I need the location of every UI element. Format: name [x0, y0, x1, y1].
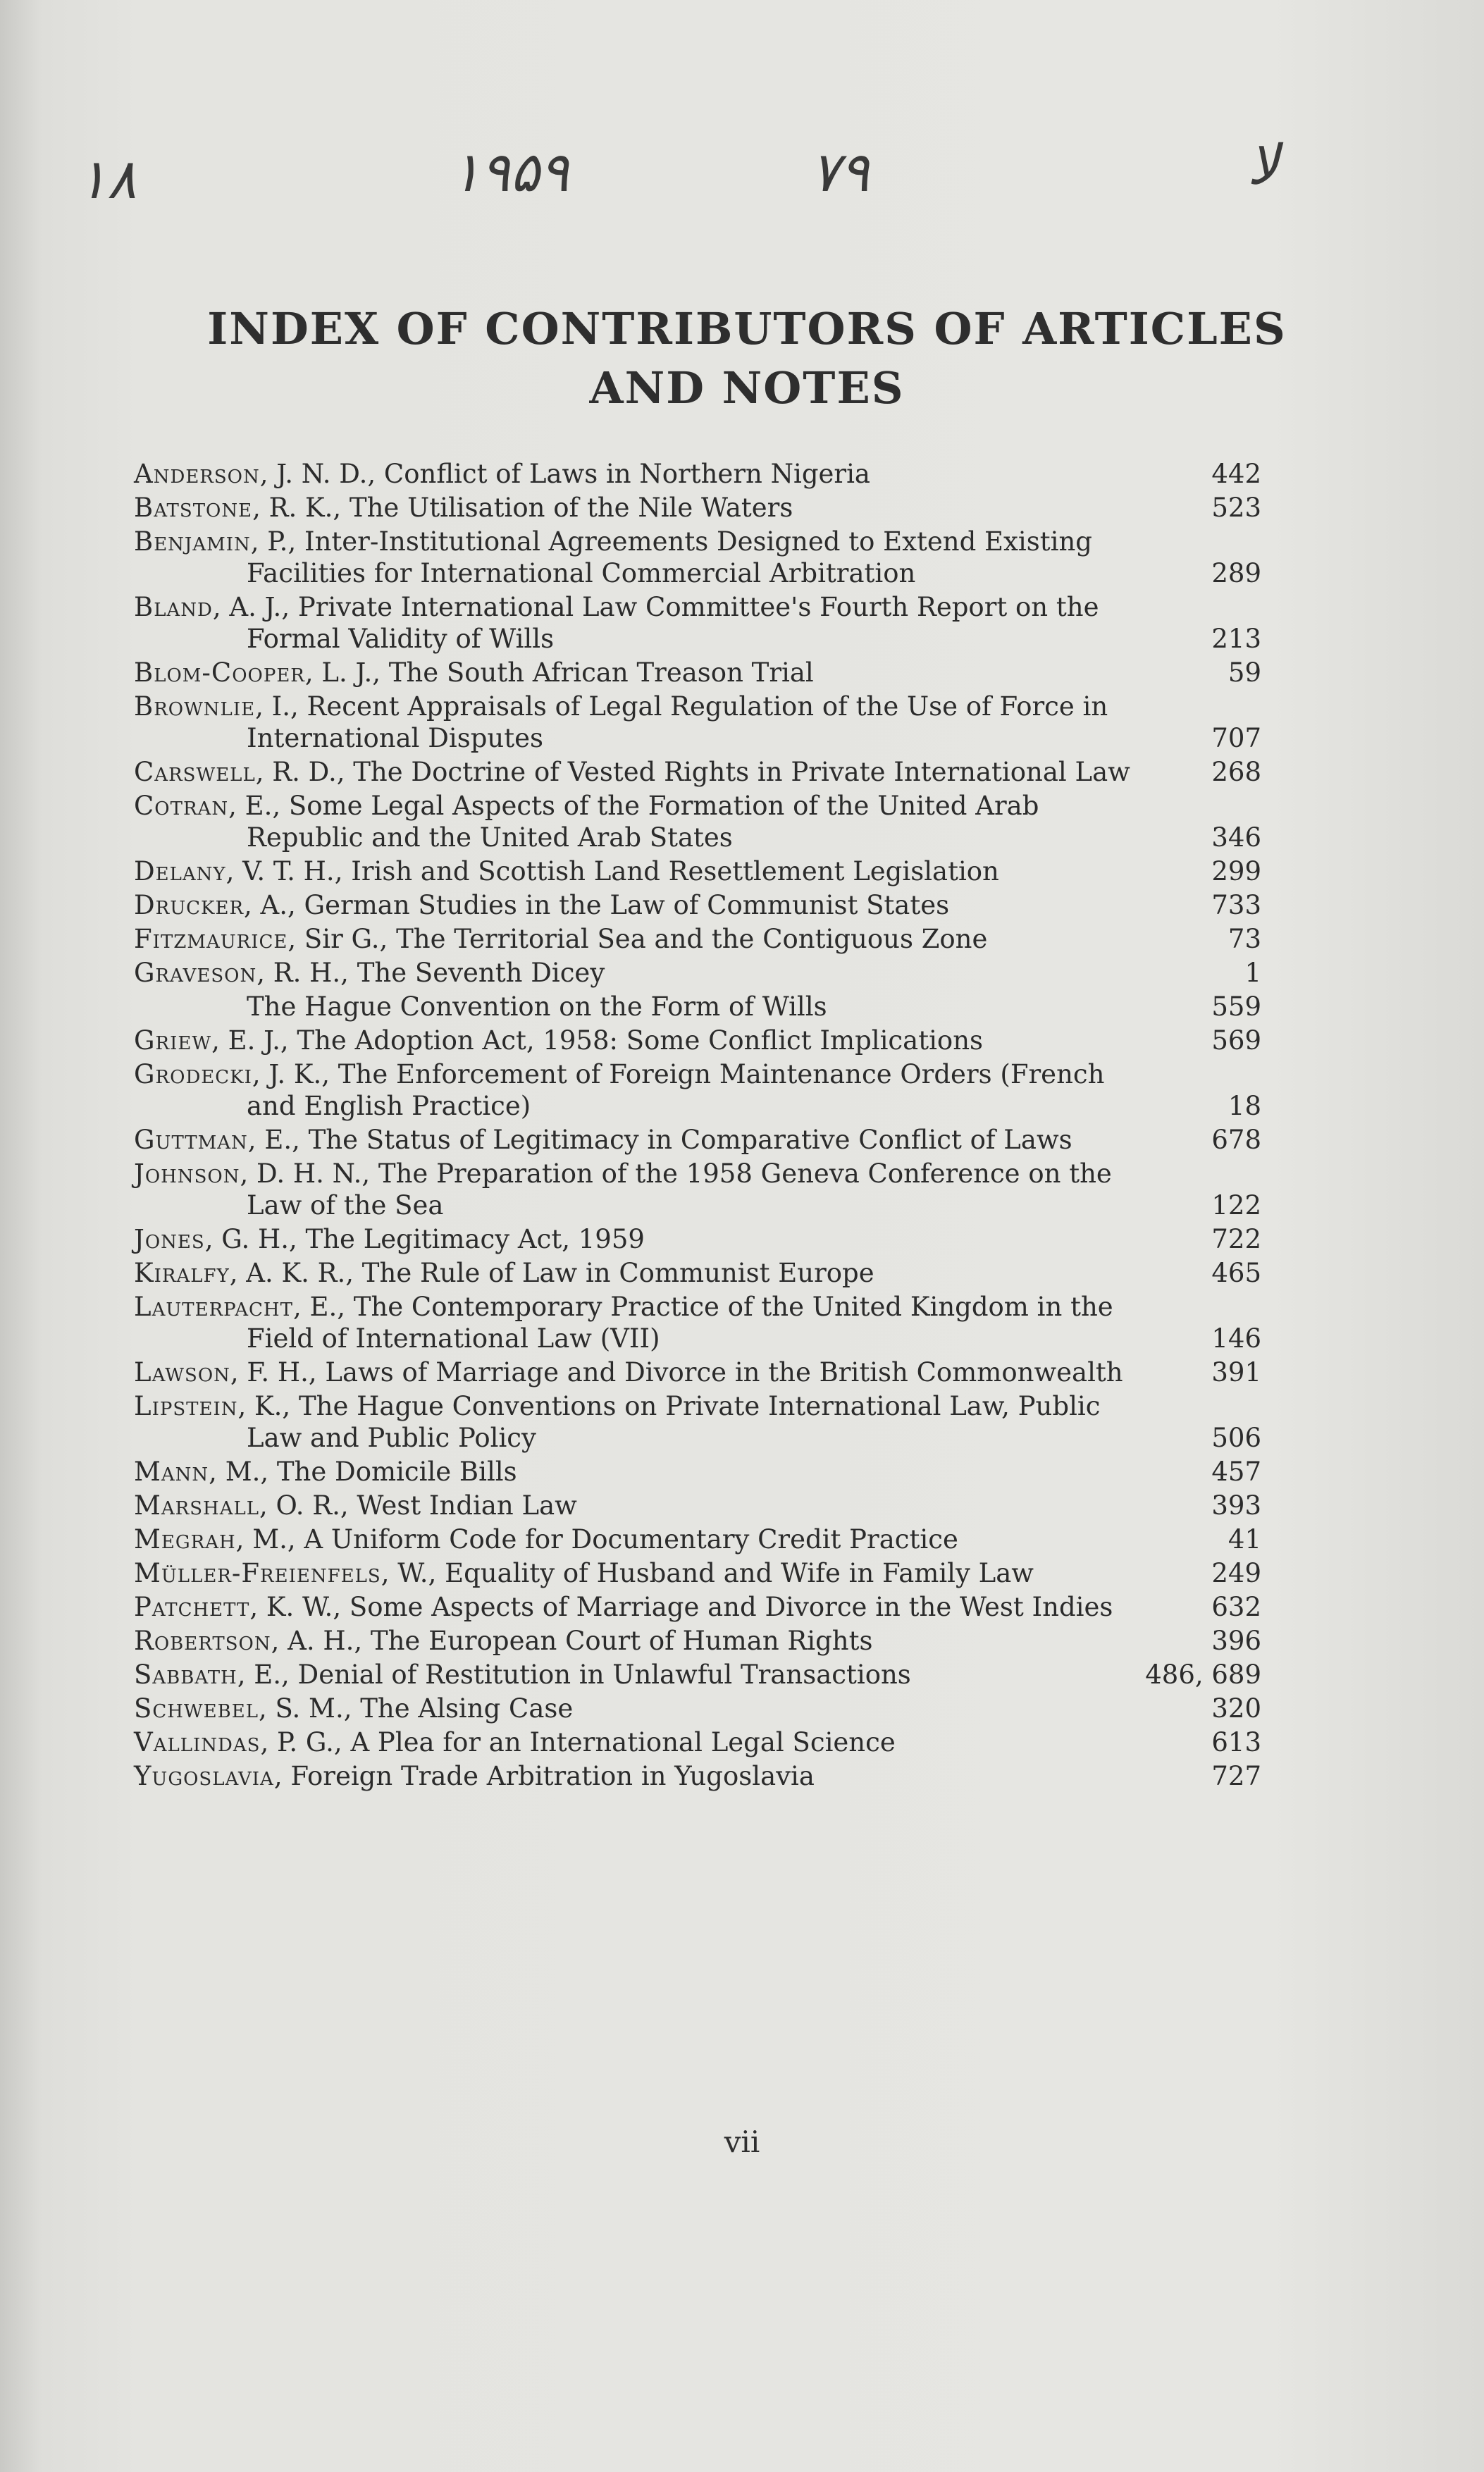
article-title: , F. H., Laws of Marriage and Divorce in the British Commonwealth — [230, 1357, 1123, 1388]
contributor-name: Fitzmaurice — [134, 924, 288, 954]
index-entry — [134, 991, 1261, 1022]
entry-text — [134, 1557, 1261, 1589]
contributor-name: Batstone — [134, 493, 253, 523]
contributor-name: Graveson — [134, 958, 257, 988]
entry-text — [134, 657, 1261, 688]
handwritten-mark: ۷۹ — [810, 141, 870, 204]
article-title: , J. N. D., Conflict of Laws in Northern Nigeria — [259, 459, 870, 489]
page-reference: 346 — [1211, 822, 1261, 853]
index-entry — [134, 1591, 1261, 1623]
page-reference: 249 — [1211, 1558, 1261, 1588]
entry-text — [134, 526, 1261, 589]
entry-text — [134, 1356, 1261, 1388]
entry-text — [134, 1693, 1261, 1724]
contributor-name: Brownlie — [134, 691, 256, 722]
article-title: , M., A Uniform Code for Documentary Credit Practice — [235, 1524, 958, 1555]
entry-text — [134, 1659, 1261, 1691]
index-entry — [134, 1490, 1261, 1521]
index-entry — [134, 1124, 1261, 1156]
page-reference: 722 — [1211, 1224, 1261, 1254]
page-reference: 146 — [1211, 1323, 1261, 1354]
index-entry — [134, 1058, 1261, 1122]
contributor-name: Carswell — [134, 757, 256, 787]
handwritten-mark: ۱۹۵۹ — [451, 141, 569, 204]
page-reference: 391 — [1211, 1357, 1261, 1388]
index-entry — [134, 1456, 1261, 1488]
index-entry — [134, 1726, 1261, 1758]
page-reference: 569 — [1211, 1025, 1261, 1056]
article-title: The Hague Convention on the Form of Wills — [247, 991, 827, 1022]
page-reference: 678 — [1211, 1125, 1261, 1155]
contributor-name: Müller-Freienfels — [134, 1558, 381, 1588]
contributor-name: Megrah — [134, 1524, 236, 1555]
entry-text — [134, 790, 1261, 853]
title-line: AND NOTES — [589, 362, 905, 414]
entry-text — [134, 957, 1261, 989]
article-title: , A., German Studies in the Law of Communist States — [244, 890, 950, 920]
entry-text — [134, 1760, 1261, 1792]
page-title — [113, 299, 1381, 418]
handwritten-mark: ۱۸ — [78, 148, 137, 211]
index-entry — [134, 691, 1261, 754]
index-entry — [134, 1390, 1261, 1454]
entry-text — [134, 1726, 1261, 1758]
index-entry — [134, 790, 1261, 853]
index-entry — [134, 657, 1261, 688]
contributor-name: Patchett — [134, 1592, 250, 1622]
article-title: , A. K. R., The Rule of Law in Communist Europe — [229, 1258, 874, 1288]
article-title: , E., Denial of Restitution in Unlawful Transactions — [237, 1660, 911, 1690]
index-entry — [134, 526, 1261, 589]
entry-text — [134, 458, 1261, 490]
entry-text — [134, 1058, 1261, 1122]
contributor-name: Guttman — [134, 1125, 248, 1155]
entry-text — [134, 1257, 1261, 1289]
entry-text — [134, 1524, 1261, 1555]
contributor-name: Marshall — [134, 1490, 260, 1521]
title-line: INDEX OF CONTRIBUTORS OF ARTICLES — [207, 303, 1287, 354]
entry-text — [134, 1025, 1261, 1056]
index-entry — [134, 1025, 1261, 1056]
contributor-name: Mann — [134, 1457, 209, 1487]
page-reference: 613 — [1211, 1727, 1261, 1757]
page-reference: 59 — [1228, 657, 1261, 688]
article-title: , E., Some Legal Aspects of the Formation of the United Arab Republic and the United Arab States — [228, 791, 1039, 853]
contributor-name: Grodecki — [134, 1059, 252, 1089]
index-entry — [134, 889, 1261, 921]
index-entry — [134, 1659, 1261, 1691]
contributor-name: Robertson — [134, 1626, 271, 1656]
contributor-name: Lauterpacht — [134, 1292, 293, 1322]
contributor-name: Kiralfy — [134, 1258, 230, 1288]
entry-text — [134, 1158, 1261, 1221]
article-title: , S. M., The Alsing Case — [258, 1693, 574, 1724]
page-reference: 465 — [1211, 1258, 1261, 1288]
contributor-name: Benjamin — [134, 526, 251, 557]
page-reference: 289 — [1211, 558, 1261, 588]
page-reference: 393 — [1211, 1490, 1261, 1521]
page-reference: 299 — [1211, 856, 1261, 886]
article-title: , E., The Contemporary Practice of the United Kingdom in the Field of International Law (VII) — [247, 1292, 1113, 1354]
entry-text — [134, 1291, 1261, 1354]
article-title: , I., Recent Appraisals of Legal Regulation of the Use of Force in International Disputes — [247, 691, 1108, 753]
page-reference: 457 — [1211, 1457, 1261, 1487]
contributor-name: Drucker — [134, 890, 245, 920]
page-reference: 486, 689 — [1145, 1660, 1261, 1690]
entry-text — [134, 591, 1261, 655]
entry-text — [134, 1124, 1261, 1156]
index-entry — [134, 1524, 1261, 1555]
page-reference: 18 — [1228, 1091, 1261, 1121]
page-reference: 122 — [1211, 1190, 1261, 1220]
page-number: vii — [724, 2125, 760, 2159]
handwritten-mark: لا — [1247, 134, 1279, 197]
entry-text — [134, 991, 1261, 1022]
entry-text — [134, 1625, 1261, 1657]
contributor-name: Johnson — [134, 1158, 240, 1189]
article-title: , E., The Status of Legitimacy in Comparative Conflict of Laws — [247, 1125, 1072, 1155]
entry-text — [134, 1591, 1261, 1623]
index-entry — [134, 1693, 1261, 1724]
handwritten-annotations — [0, 127, 1484, 240]
page-reference: 320 — [1211, 1693, 1261, 1724]
entry-text — [134, 855, 1261, 887]
entry-text — [134, 1456, 1261, 1488]
contributor-name: Anderson — [134, 459, 260, 489]
contributors-index — [134, 458, 1261, 1794]
index-entry — [134, 591, 1261, 655]
article-title: , R. K., The Utilisation of the Nile Waters — [252, 493, 793, 523]
entry-text — [134, 923, 1261, 955]
page-reference: 73 — [1228, 924, 1261, 954]
contributor-name: Delany — [134, 856, 226, 886]
article-title: , O. R., West Indian Law — [259, 1490, 577, 1521]
contributor-name: Jones — [134, 1224, 205, 1254]
article-title: , M., The Domicile Bills — [209, 1457, 517, 1487]
contributor-name: Bland — [134, 592, 213, 622]
page-reference: 632 — [1211, 1592, 1261, 1622]
page-reference: 41 — [1228, 1524, 1261, 1555]
index-entry — [134, 957, 1261, 989]
article-title: , W., Equality of Husband and Wife in Family Law — [381, 1558, 1034, 1588]
article-title: , J. K., The Enforcement of Foreign Maintenance Orders (French and English Practice) — [247, 1059, 1105, 1121]
entry-text — [134, 1390, 1261, 1454]
contributor-name: Lipstein — [134, 1391, 238, 1421]
index-entry — [134, 458, 1261, 490]
article-title: , K., The Hague Conventions on Private International Law, Public Law and Public Policy — [237, 1391, 1101, 1453]
article-title: , R. H., The Seventh Dicey — [256, 958, 605, 988]
index-entry — [134, 855, 1261, 887]
index-entry — [134, 1356, 1261, 1388]
contributor-name: Vallindas — [134, 1727, 261, 1757]
article-title: , G. H., The Legitimacy Act, 1959 — [204, 1224, 645, 1254]
article-title: , E. J., The Adoption Act, 1958: Some Conflict Implications — [211, 1025, 984, 1056]
article-title: , D. H. N., The Preparation of the 1958 Geneva Conference on the Law of the Sea — [240, 1158, 1112, 1220]
contributor-name: Sabbath — [134, 1660, 237, 1690]
contributor-name: Lawson — [134, 1357, 230, 1388]
contributor-name: Blom-Cooper — [134, 657, 305, 688]
contributor-name: Griew — [134, 1025, 212, 1056]
index-entry — [134, 1223, 1261, 1255]
article-title: , R. D., The Doctrine of Vested Rights in Private International Law — [255, 757, 1130, 787]
contributor-name: Yugoslavia — [134, 1761, 274, 1791]
article-title: , A. H., The European Court of Human Rights — [271, 1626, 873, 1656]
page-reference: 396 — [1211, 1626, 1261, 1656]
article-title: , L. J., The South African Treason Trial — [304, 657, 814, 688]
page-reference: 442 — [1211, 459, 1261, 489]
page-reference: 213 — [1211, 624, 1261, 654]
page-reference: 733 — [1211, 890, 1261, 920]
article-title: , Foreign Trade Arbitration in Yugoslavia — [273, 1761, 815, 1791]
page-reference: 707 — [1211, 723, 1261, 753]
article-title: , Sir G., The Territorial Sea and the Contiguous Zone — [287, 924, 988, 954]
entry-text — [134, 756, 1261, 788]
page-reference: 268 — [1211, 757, 1261, 787]
entry-text — [134, 691, 1261, 754]
article-title: , A. J., Private International Law Committee's Fourth Report on the Formal Validity of Wills — [212, 592, 1099, 654]
index-entry — [134, 756, 1261, 788]
index-entry — [134, 1557, 1261, 1589]
entry-text — [134, 889, 1261, 921]
index-entry — [134, 1625, 1261, 1657]
contributor-name: Schwebel — [134, 1693, 259, 1724]
page-reference: 559 — [1211, 991, 1261, 1022]
index-entry — [134, 923, 1261, 955]
article-title: , P. G., A Plea for an International Legal Science — [260, 1727, 896, 1757]
page-reference: 1 — [1244, 958, 1261, 988]
article-title: , K. W., Some Aspects of Marriage and Divorce in the West Indies — [249, 1592, 1113, 1622]
index-entry — [134, 1158, 1261, 1221]
article-title: , V. T. H., Irish and Scottish Land Resettlement Legislation — [225, 856, 999, 886]
index-entry — [134, 1257, 1261, 1289]
contributor-name: Cotran — [134, 791, 229, 821]
page-reference: 727 — [1211, 1761, 1261, 1791]
article-title: , P., Inter-Institutional Agreements Designed to Extend Existing Facilities for International Commercial Arbitration — [247, 526, 1092, 588]
entry-text — [134, 492, 1261, 524]
index-entry — [134, 492, 1261, 524]
entry-text — [134, 1223, 1261, 1255]
index-entry — [134, 1291, 1261, 1354]
index-entry — [134, 1760, 1261, 1792]
entry-text — [134, 1490, 1261, 1521]
page-reference: 506 — [1211, 1423, 1261, 1453]
page-reference: 523 — [1211, 493, 1261, 523]
